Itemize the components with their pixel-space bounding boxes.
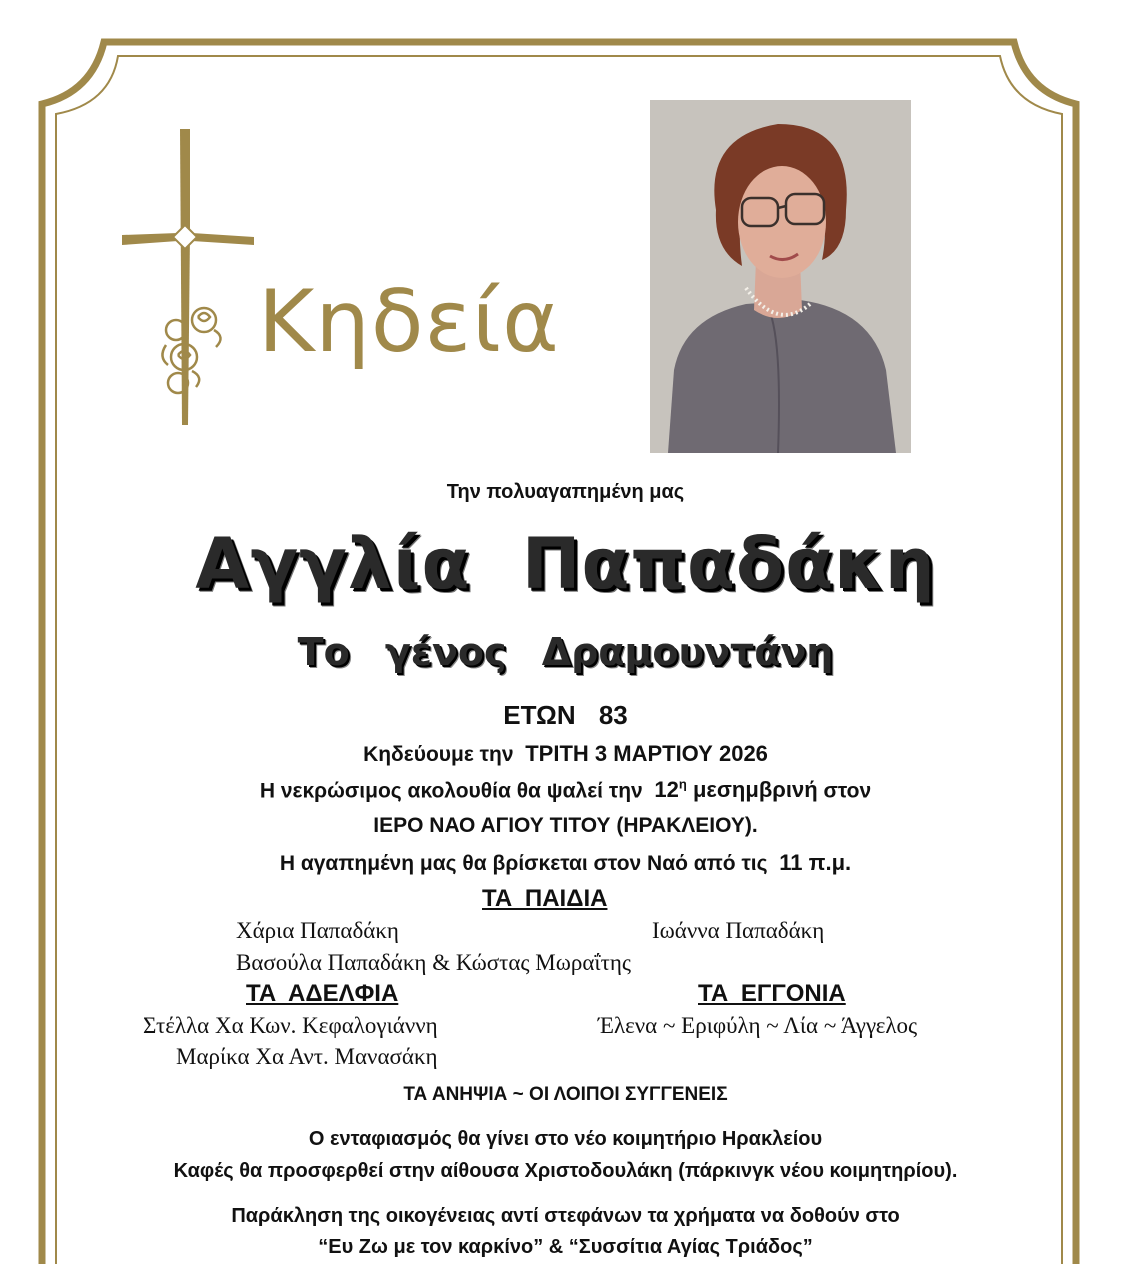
burial-line-2: Καφές θα προσφερθεί στην αίθουσα Χριστοδουλάκη (πάρκινγκ νέου κοιμητηρίου). [173, 1160, 958, 1182]
siblings-heading: ΤΑ ΑΔΕΛΦΙΑ [246, 980, 399, 1007]
age-line: ΕΤΩΝ 83 [503, 700, 628, 730]
child-name-3: Βασούλα Παπαδάκη & Κώστας Μωραΐτης [236, 950, 631, 975]
viewing-line [0, 850, 1131, 876]
relatives-line: ΤΑ ΑΝΗΨΙΑ ~ ΟΙ ΛΟΙΠΟΙ ΣΥΓΓΕΝΕΙΣ [403, 1084, 728, 1105]
portrait-photo [650, 100, 911, 453]
child-name-2: Ιωάννα Παπαδάκη [652, 918, 825, 943]
child-name-1: Χάρια Παπαδάκη [236, 918, 399, 943]
service-time-word: μεσημβρινή [692, 777, 818, 803]
date-prefix: Κηδεύουμε την [363, 743, 514, 766]
service-suffix: στον [823, 779, 872, 803]
funeral-title: Κηδεία [258, 272, 560, 372]
service-line [0, 777, 1131, 803]
maiden-name: Το γένος Δραμουντάνη [297, 630, 834, 674]
funeral-date-line [0, 741, 1131, 767]
donation-line-1: Παράκληση της οικογένειας αντί στεφάνων τα χρήματα να δοθούν στο [231, 1205, 900, 1227]
intro-text: Την πολυαγαπημένη μας [446, 481, 685, 503]
grandchildren-heading: ΤΑ ΕΓΓΟΝΙΑ [698, 980, 846, 1007]
viewing-time: 11 π.μ. [779, 850, 852, 875]
sibling-name-1: Στέλλα Χα Κων. Κεφαλογιάννη [143, 1013, 438, 1038]
deceased-name: Αγγλία Παπαδάκη [195, 523, 936, 605]
burial-line-1: Ο ενταφιασμός θα γίνει στο νέο κοιμητήριο Ηρακλείου [308, 1128, 823, 1150]
donation-line-2: “Ευ Ζω με τον καρκίνο” & “Συσσίτια Αγίας Τριάδος” [318, 1236, 813, 1258]
viewing-prefix: Η αγαπημένη μας θα βρίσκεται στον Ναό από τις [279, 852, 768, 875]
sibling-name-2: Μαρίκα Χα Αντ. Μανασάκη [176, 1044, 438, 1069]
children-heading: ΤΑ ΠΑΙΔΙΑ [482, 885, 608, 912]
church-name: ΙΕΡΟ ΝΑΟ ΑΓΙΟΥ ΤΙΤΟΥ (ΗΡΑΚΛΕΙΟΥ). [373, 814, 758, 837]
service-time-number: 12 [654, 777, 679, 803]
cross-with-roses-icon [118, 125, 260, 430]
funeral-date: ΤΡΙΤΗ 3 ΜΑΡΤΙΟΥ 2026 [525, 741, 768, 766]
service-prefix: Η νεκρώσιμος ακολουθία θα ψαλεί την [259, 779, 643, 803]
service-time-sup: η [678, 777, 687, 792]
grandchildren-names: Έλενα ~ Εριφύλη ~ Λία ~ Άγγελος [598, 1013, 918, 1038]
